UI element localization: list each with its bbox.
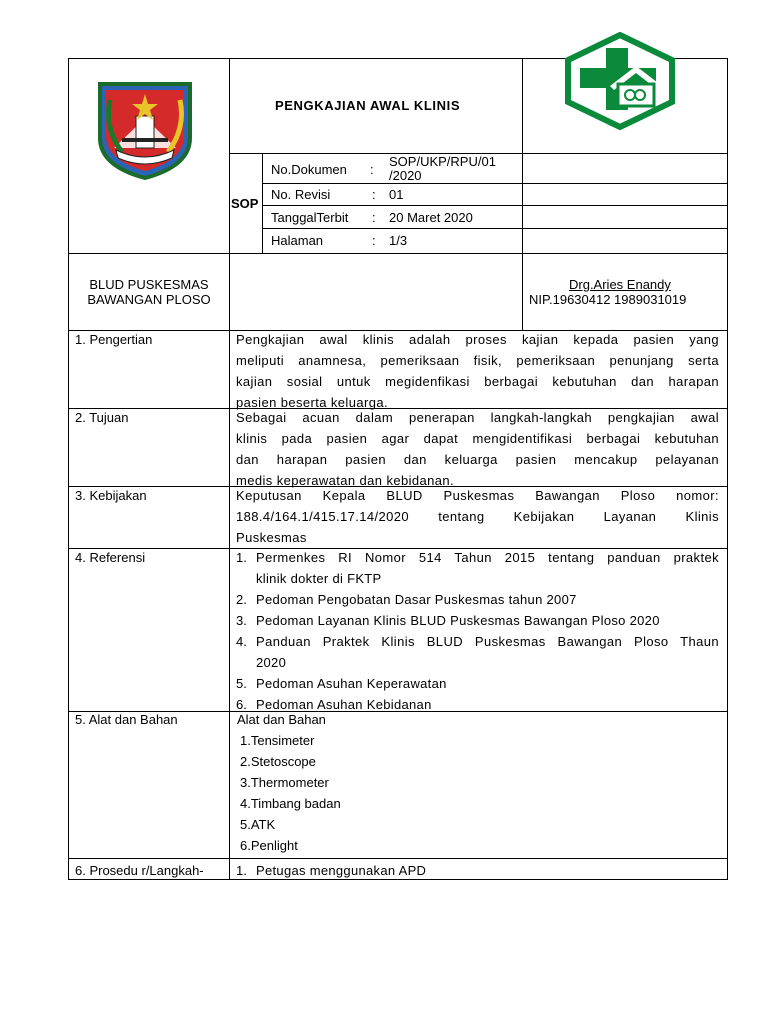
page-title: PENGKAJIAN AWAL KLINIS bbox=[275, 98, 461, 113]
puskesmas-cross-house-icon bbox=[564, 32, 676, 130]
label-tujuan: 2. Tujuan bbox=[75, 410, 129, 425]
list-item: 2.Stetoscope bbox=[240, 754, 316, 769]
list-item: 1.Tensimeter bbox=[240, 733, 315, 748]
meta-sep-halaman: : bbox=[372, 233, 376, 248]
signer-name: Drg.Aries Enandy bbox=[569, 277, 671, 292]
regional-emblem-icon bbox=[92, 78, 198, 182]
meta-label-revisi: No. Revisi bbox=[271, 187, 331, 202]
meta-label-halaman: Halaman bbox=[271, 233, 324, 248]
label-referensi: 4. Referensi bbox=[75, 550, 146, 565]
list-item: 4.Timbang badan bbox=[240, 796, 341, 811]
label-prosedur: 6. Prosedu r/Langkah- bbox=[75, 863, 204, 878]
label-pengertian: 1. Pengertian bbox=[75, 332, 153, 347]
alat-heading: Alat dan Bahan bbox=[237, 712, 326, 727]
list-item: 3.Thermometer bbox=[240, 775, 329, 790]
meta-value-terbit: 20 Maret 2020 bbox=[389, 210, 473, 225]
label-alat: 5. Alat dan Bahan bbox=[75, 712, 178, 727]
meta-value-dokumen-1: SOP/UKP/RPU/01 bbox=[389, 154, 496, 169]
meta-value-dokumen-2: /2020 bbox=[389, 168, 422, 183]
meta-value-revisi: 01 bbox=[389, 187, 404, 202]
meta-sep-dokumen: : bbox=[370, 162, 374, 177]
signer-nip: NIP.19630412 1989031019 bbox=[529, 292, 687, 307]
org-name-line2: BAWANGAN PLOSO bbox=[87, 292, 211, 307]
list-item: 6.Penlight bbox=[240, 838, 298, 853]
meta-sep-revisi: : bbox=[372, 187, 376, 202]
meta-label-terbit: TanggalTerbit bbox=[271, 210, 349, 225]
org-name-line1: BLUD PUSKESMAS bbox=[89, 277, 209, 292]
sop-label: SOP bbox=[231, 196, 259, 211]
meta-label-dokumen: No.Dokumen bbox=[271, 162, 347, 177]
label-kebijakan: 3. Kebijakan bbox=[75, 488, 147, 503]
meta-sep-terbit: : bbox=[372, 210, 376, 225]
meta-value-halaman: 1/3 bbox=[389, 233, 408, 248]
list-item: 5.ATK bbox=[240, 817, 276, 832]
